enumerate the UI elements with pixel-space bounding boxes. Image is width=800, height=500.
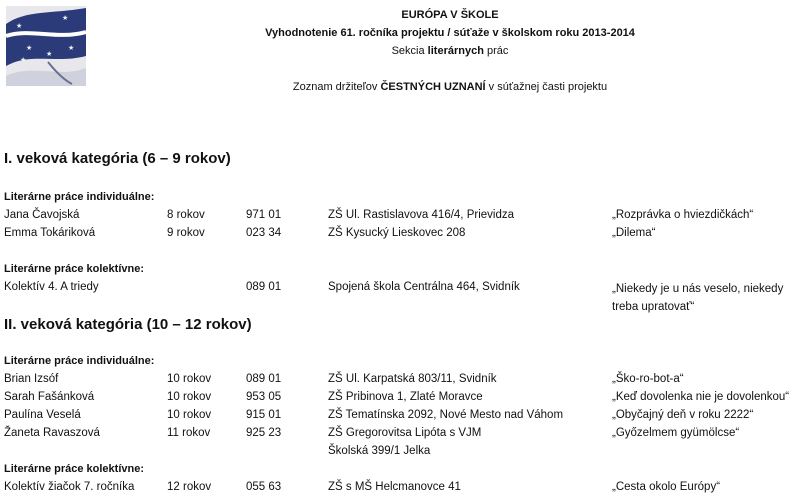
entry-school: ZŠ Ul. Karpatská 803/11, Svidník <box>328 373 497 385</box>
table-row <box>0 373 800 389</box>
table-row-continuation <box>0 445 800 461</box>
entry-postal-code: 971 01 <box>246 209 282 221</box>
entry-postal-code: 023 34 <box>246 227 282 239</box>
entry-age: 10 rokov <box>167 409 212 421</box>
entry-name: Paulína Veselá <box>4 409 81 421</box>
entry-postal-code: 915 01 <box>246 409 282 421</box>
entry-name: Žaneta Ravaszová <box>4 427 100 439</box>
table-row <box>0 481 800 497</box>
category-2-individual-label: Literárne práce individuálne: <box>4 355 155 367</box>
entry-postal-code: 925 23 <box>246 427 282 439</box>
table-row <box>0 427 800 443</box>
entry-postal-code: 953 05 <box>246 391 282 403</box>
svg-text:★: ★ <box>26 45 33 52</box>
entry-age: 12 rokov <box>167 481 212 493</box>
header-title: EURÓPA V ŠKOLE <box>401 9 499 21</box>
svg-text:★: ★ <box>16 23 23 30</box>
entry-work-title: „Ško-ro-bot-a“ <box>612 373 684 385</box>
table-row <box>0 409 800 425</box>
entry-postal-code: 089 01 <box>246 281 282 293</box>
entry-school-address: Školská 399/1 Jelka <box>328 445 431 457</box>
svg-text:★: ★ <box>20 57 27 64</box>
header-section: Sekcia literárnych prác <box>391 45 509 57</box>
entry-work-title: „Keď dovolenka nie je dovolenkou“ <box>612 391 790 403</box>
table-row <box>0 209 800 225</box>
category-1-individual-label: Literárne práce individuálne: <box>4 191 155 203</box>
entry-name: Emma Tokáriková <box>4 227 96 239</box>
entry-name: Kolektív 4. A triedy <box>4 281 99 293</box>
table-row <box>0 227 800 243</box>
entry-school: ZŠ Pribinova 1, Zlaté Moravce <box>328 391 483 403</box>
header-list-title: Zoznam držiteľov ČESTNÝCH UZNANÍ v súťažnej časti projektu <box>292 81 608 93</box>
category-2-collective-label: Literárne práce kolektívne: <box>4 463 145 475</box>
entry-age: 11 rokov <box>167 427 211 439</box>
category-1-heading: I. veková kategória (6 – 9 rokov) <box>4 150 231 167</box>
entry-school: ZŠ Kysucký Lieskovec 208 <box>328 227 466 239</box>
entry-school: ZŠ s MŠ Helcmanovce 41 <box>328 481 461 493</box>
entry-name: Brian Izsóf <box>4 373 59 385</box>
entry-name: Jana Čavojská <box>4 209 80 221</box>
entry-work-title: „Cesta okolo Európy“ <box>612 481 721 493</box>
entry-age: 10 rokov <box>167 373 212 385</box>
europa-v-skole-logo <box>6 6 86 86</box>
entry-postal-code: 055 63 <box>246 481 282 493</box>
svg-text:★: ★ <box>62 15 69 22</box>
table-row <box>0 281 800 313</box>
header-subtitle: Vyhodnotenie 61. ročníka projektu / súťaže v školskom roku 2013-2014 <box>265 27 635 39</box>
entry-school: ZŠ Tematínska 2092, Nové Mesto nad Váhom <box>328 409 564 421</box>
entry-work-title: „Niekedy je u nás veselo, niekedy treba upratovať“ <box>612 283 784 313</box>
entry-work-title: „Dilema“ <box>612 227 656 239</box>
entry-work-title: „Rozprávka o hviezdičkách“ <box>612 209 754 221</box>
category-1-collective-label: Literárne práce kolektívne: <box>4 263 145 275</box>
entry-age: 10 rokov <box>167 391 212 403</box>
entry-age: 9 rokov <box>167 227 205 239</box>
svg-text:★: ★ <box>46 51 53 58</box>
table-row <box>0 391 800 407</box>
entry-postal-code: 089 01 <box>246 373 282 385</box>
category-2-heading: II. veková kategória (10 – 12 rokov) <box>4 316 252 333</box>
svg-text:★: ★ <box>68 45 75 52</box>
entry-work-title: „Obyčajný deň v roku 2222“ <box>612 409 754 421</box>
entry-name: Kolektív žiačok 7. ročníka <box>4 481 135 493</box>
entry-work-title: „Győzelmem gyümölcse“ <box>612 427 740 439</box>
entry-age: 8 rokov <box>167 209 205 221</box>
entry-school: Spojená škola Centrálna 464, Svidník <box>328 281 520 293</box>
entry-school: ZŠ Ul. Rastislavova 416/4, Prievidza <box>328 209 514 221</box>
entry-school: ZŠ Gregorovitsa Lipóta s VJM <box>328 427 482 439</box>
entry-name: Sarah Fašánková <box>4 391 95 403</box>
